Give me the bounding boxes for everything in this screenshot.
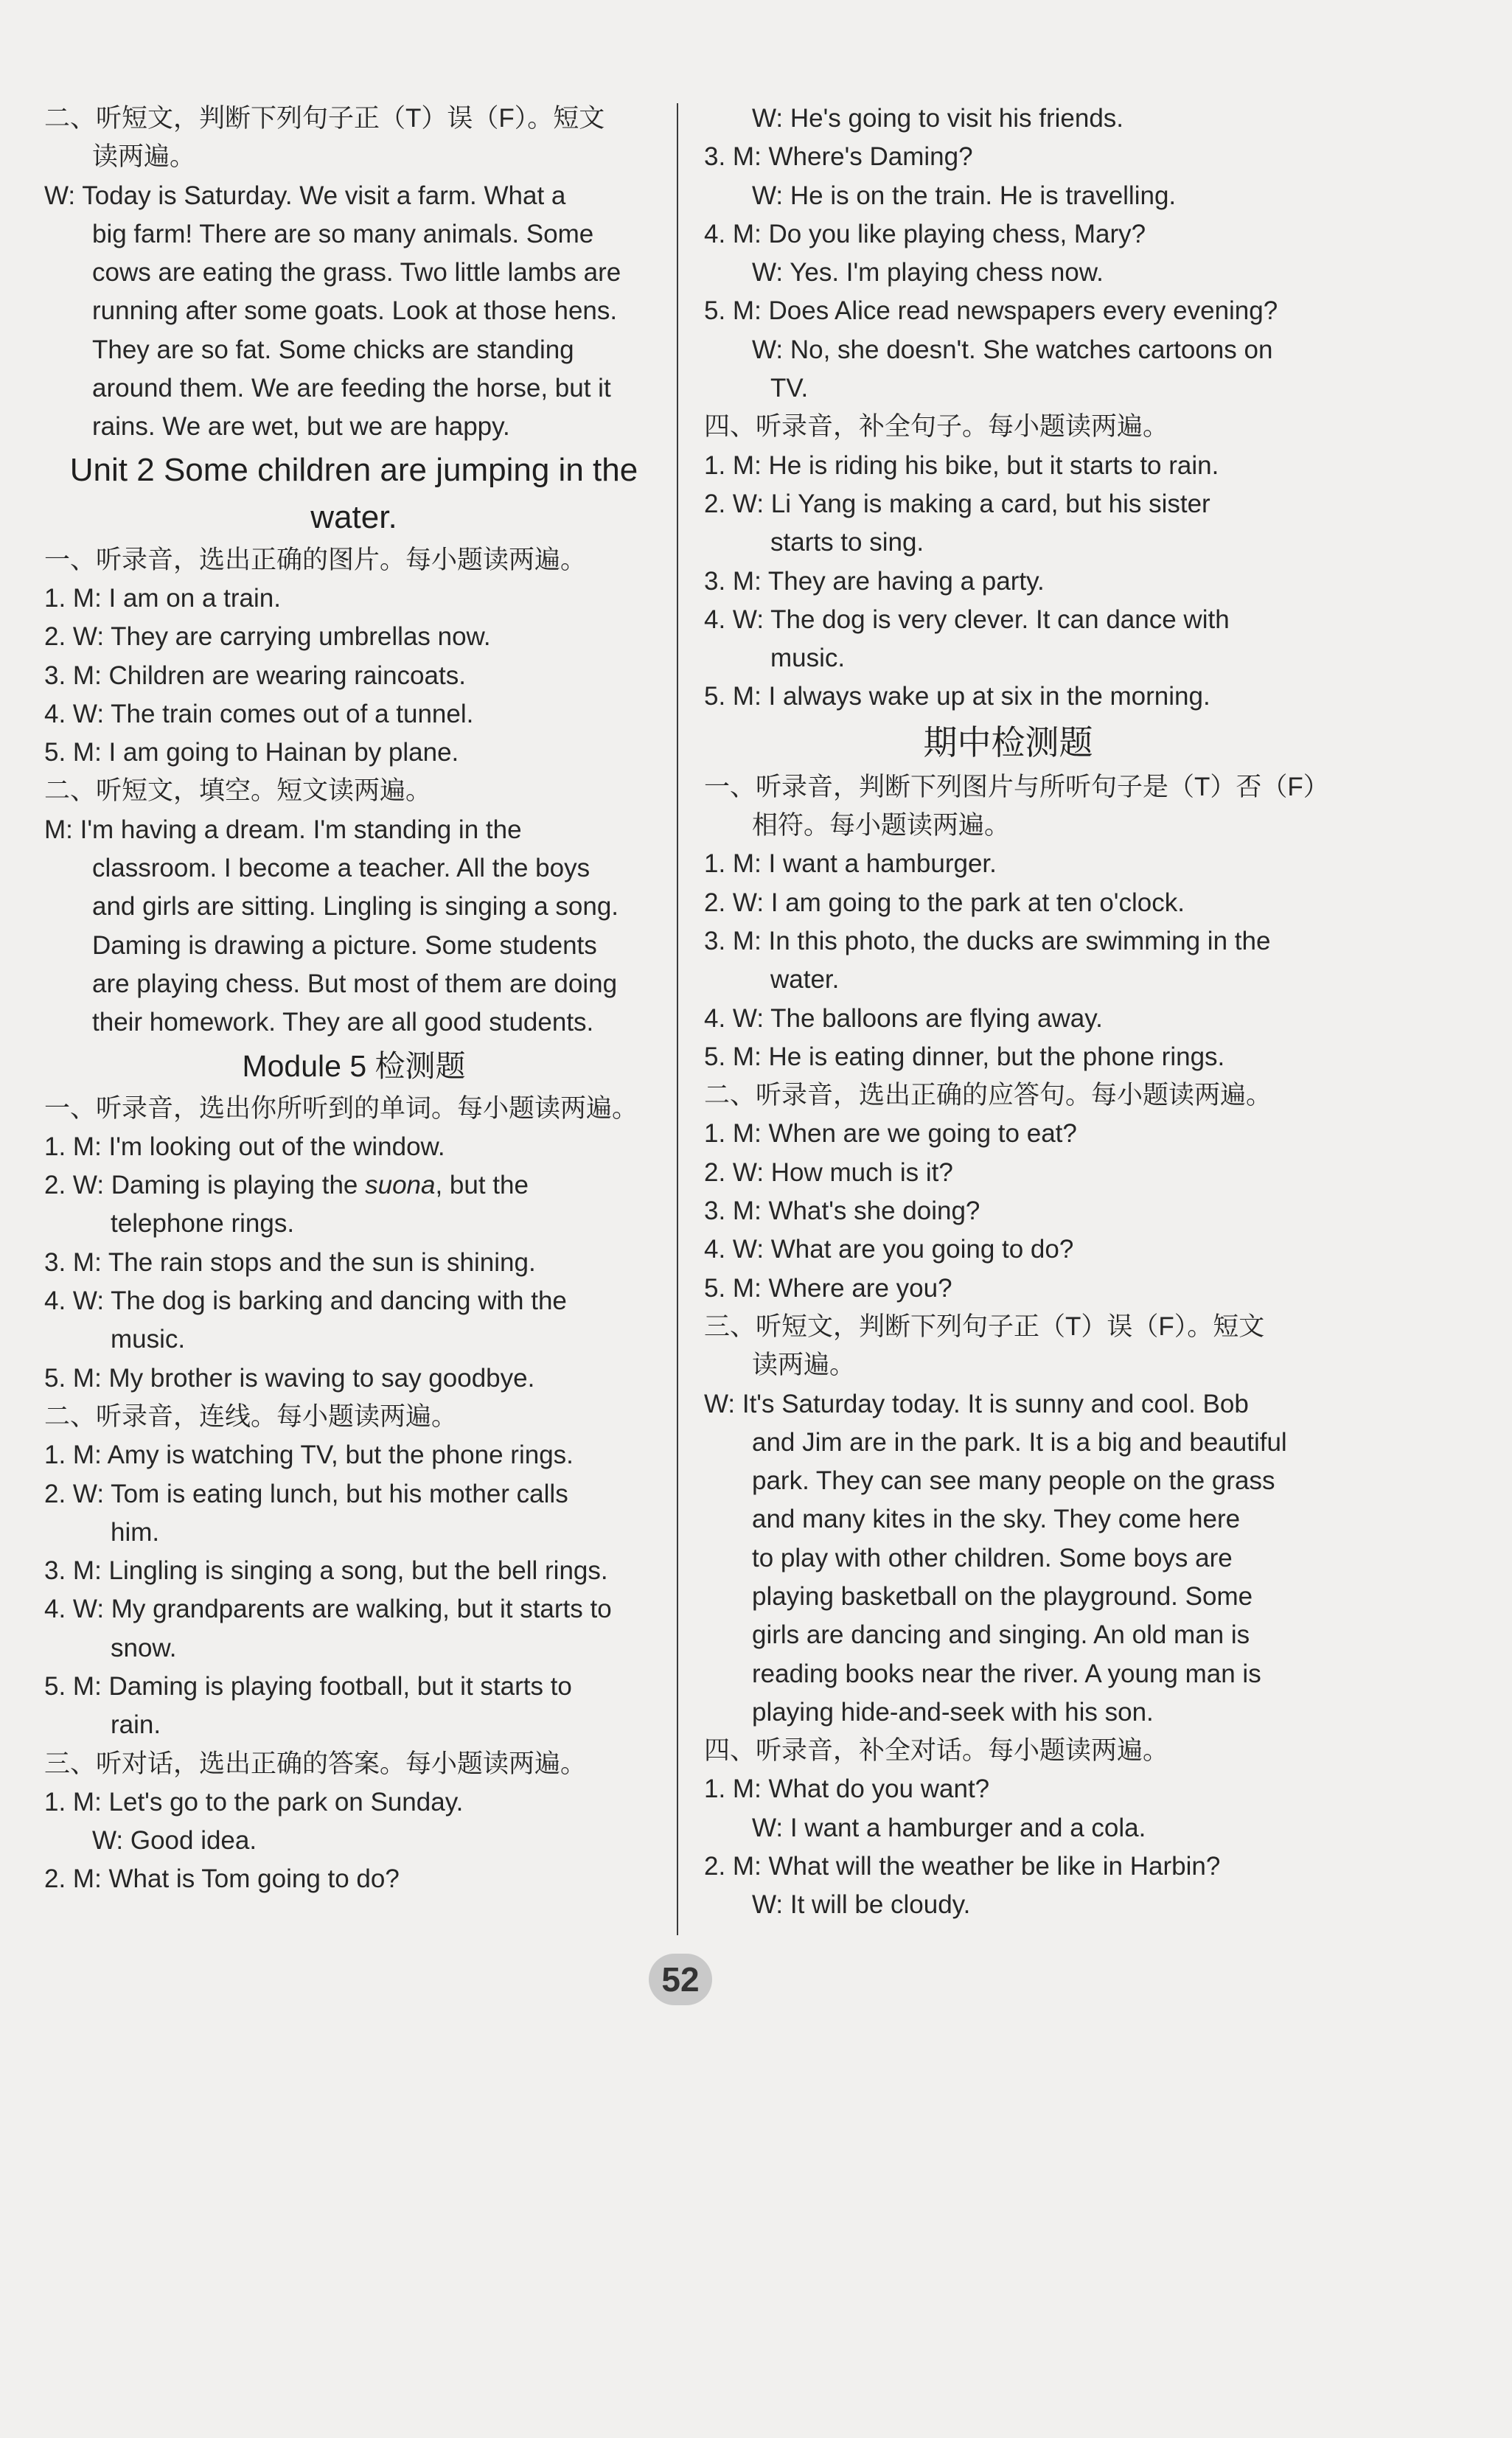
list-item: 5. M: I am going to Hainan by plane.: [44, 738, 459, 767]
list-item: 3. M: The rain stops and the sun is shining.: [44, 1247, 536, 1277]
passage-line: running after some goats. Look at those hens.: [92, 296, 618, 326]
section-heading: 一、听录音，判断下列图片与所听句子是（T）否（F）: [704, 772, 1329, 801]
passage-line: are playing chess. But most of them are doing: [92, 969, 618, 998]
list-item: 1. M: I want a hamburger.: [704, 849, 997, 879]
list-item-cont: W: I want a hamburger and a cola.: [752, 1813, 1146, 1842]
list-item: 1. M: When are we going to eat?: [704, 1119, 1077, 1149]
list-item: 1. M: Let's go to the park on Sunday.: [44, 1787, 464, 1817]
list-item: 4. M: Do you like playing chess, Mary?: [704, 219, 1146, 248]
section-heading: 一、听录音，选出正确的图片。每小题读两遍。: [44, 545, 587, 574]
section-heading: 三、听短文，判断下列句子正（T）误（F）。短文: [704, 1312, 1265, 1341]
list-item: 5. M: Where are you?: [704, 1273, 952, 1303]
list-item: 1. M: I am on a train.: [44, 583, 281, 613]
passage-line: and Jim are in the park. It is a big and beautiful: [752, 1427, 1287, 1457]
passage-line: playing hide-and-seek with his son.: [752, 1697, 1154, 1727]
list-item: 5. M: I always wake up at six in the morning.: [704, 682, 1210, 711]
passage-line: to play with other children. Some boys are: [752, 1543, 1233, 1572]
list-item-cont: telephone rings.: [111, 1209, 295, 1239]
list-item: 2. W: Li Yang is making a card, but his sister: [704, 489, 1210, 518]
passage-line: their homework. They are all good students.: [92, 1008, 594, 1037]
list-item: 1. M: What do you want?: [704, 1774, 990, 1804]
list-item-cont: W: Yes. I'm playing chess now.: [752, 258, 1104, 288]
list-item-cont: TV.: [770, 374, 809, 403]
list-item: 3. M: Lingling is singing a song, but the bell rings.: [44, 1556, 608, 1586]
list-item: 2. M: What is Tom going to do?: [44, 1864, 400, 1894]
list-item: 5. M: Does Alice read newspapers every evening?: [704, 296, 1278, 326]
list-item: 2. W: They are carrying umbrellas now.: [44, 622, 491, 652]
list-item: 4. W: My grandparents are walking, but it starts to: [44, 1595, 612, 1624]
section-heading: 四、听录音，补全对话。每小题读两遍。: [704, 1736, 1169, 1766]
column-divider: [677, 103, 678, 1935]
list-item: 2. W: How much is it?: [704, 1157, 953, 1187]
section-heading: 三、听对话，选出正确的答案。每小题读两遍。: [44, 1749, 587, 1778]
passage-line: They are so fat. Some chicks are standing: [92, 335, 574, 364]
passage-line: playing basketball on the playground. Some: [752, 1581, 1253, 1611]
list-item: 3. M: What's she doing?: [704, 1197, 980, 1226]
module-title: Module 5 检测题: [242, 1048, 466, 1083]
list-item-cont: music.: [111, 1325, 186, 1354]
list-item-cont: W: No, she doesn't. She watches cartoons on: [752, 335, 1273, 364]
list-item-text: , but the: [435, 1171, 529, 1200]
list-item-cont: starts to sing.: [770, 528, 924, 557]
list-item: 4. W: The balloons are flying away.: [704, 1003, 1103, 1033]
passage-line: W: It's Saturday today. It is sunny and cool. Bob: [704, 1389, 1249, 1418]
list-item-cont: water.: [770, 965, 840, 995]
list-item: 3. M: In this photo, the ducks are swimming in the: [704, 926, 1271, 955]
passage-line: and many kites in the sky. They come here: [752, 1505, 1241, 1534]
right-column: [704, 100, 1329, 1925]
list-item: [44, 1166, 663, 1205]
list-item: 2. M: What will the weather be like in Harbin?: [704, 1852, 1221, 1881]
unit-title: Unit 2 Some children are jumping in the: [69, 451, 638, 488]
list-item: 1. M: He is riding his bike, but it starts to rain.: [704, 450, 1219, 480]
list-item-cont: rain.: [111, 1710, 161, 1740]
left-column: [44, 100, 663, 1899]
passage-line: classroom. I become a teacher. All the boys: [92, 854, 590, 883]
section-heading: 一、听录音，选出你所听到的单词。每小题读两遍。: [44, 1093, 638, 1123]
section-heading: 四、听录音，补全句子。每小题读两遍。: [704, 412, 1169, 442]
midterm-title: 期中检测题: [923, 722, 1093, 762]
passage-line: girls are dancing and singing. An old man is: [752, 1620, 1250, 1650]
unit-title-cont: water.: [310, 498, 397, 535]
passage-line: big farm! There are so many animals. Some: [92, 219, 594, 248]
section-heading: 二、听录音，连线。每小题读两遍。: [44, 1401, 458, 1431]
passage-line: W: Today is Saturday. We visit a farm. What a: [44, 181, 566, 210]
list-item: 5. M: My brother is waving to say goodbye.: [44, 1363, 535, 1393]
list-item-cont: W: He is on the train. He is travelling.: [752, 181, 1177, 210]
section-heading: 二、听短文，填空。短文读两遍。: [44, 776, 432, 806]
list-item-cont: music.: [770, 644, 846, 673]
passage-line: Daming is drawing a picture. Some students: [92, 930, 597, 960]
section-heading: 二、听短文，判断下列句子正（T）误（F）。短文: [44, 104, 605, 133]
list-item-cont: W: Good idea.: [92, 1826, 257, 1856]
list-item: 4. W: The dog is very clever. It can dance with: [704, 605, 1230, 634]
list-item-cont: him.: [111, 1517, 160, 1547]
list-item: 1. M: Amy is watching TV, but the phone rings.: [44, 1441, 574, 1470]
list-item-cont: W: It will be cloudy.: [752, 1890, 971, 1920]
list-item: 2. W: Tom is eating lunch, but his mother calls: [44, 1479, 568, 1508]
passage-line: rains. We are wet, but we are happy.: [92, 412, 510, 442]
section-heading-cont: 读两遍。: [752, 1351, 856, 1380]
passage-line: park. They can see many people on the grass: [752, 1466, 1275, 1496]
passage-line: reading books near the river. A young man is: [752, 1659, 1261, 1688]
list-item: 2. W: I am going to the park at ten o'clock.: [704, 888, 1185, 917]
page-number: 52: [649, 1954, 712, 2005]
list-item: 4. W: The dog is barking and dancing with the: [44, 1286, 567, 1316]
list-item: 5. M: Daming is playing football, but it starts to: [44, 1671, 572, 1701]
list-item-cont: W: He's going to visit his friends.: [752, 104, 1124, 133]
section-heading-cont: 相符。每小题读两遍。: [752, 811, 1011, 840]
passage-line: cows are eating the grass. Two little lambs are: [92, 258, 621, 288]
passage-line: and girls are sitting. Lingling is singing a song.: [92, 892, 619, 922]
list-item: 3. M: They are having a party.: [704, 566, 1045, 596]
list-item: 3. M: Where's Daming?: [704, 142, 973, 172]
list-item: 1. M: I'm looking out of the window.: [44, 1132, 445, 1161]
list-item: 4. W: What are you going to do?: [704, 1235, 1074, 1264]
passage-line: around them. We are feeding the horse, but it: [92, 374, 611, 403]
italic-word: suona: [365, 1171, 436, 1200]
list-item: 3. M: Children are wearing raincoats.: [44, 661, 466, 690]
section-heading-cont: 读两遍。: [92, 142, 196, 172]
list-item: 4. W: The train comes out of a tunnel.: [44, 699, 474, 728]
section-heading: 二、听录音，选出正确的应答句。每小题读两遍。: [704, 1081, 1272, 1110]
list-item-text: 2. W: Daming is playing the: [44, 1171, 366, 1200]
passage-line: M: I'm having a dream. I'm standing in the: [44, 815, 522, 844]
list-item-cont: snow.: [111, 1633, 177, 1662]
list-item: 5. M: He is eating dinner, but the phone rings.: [704, 1042, 1225, 1071]
